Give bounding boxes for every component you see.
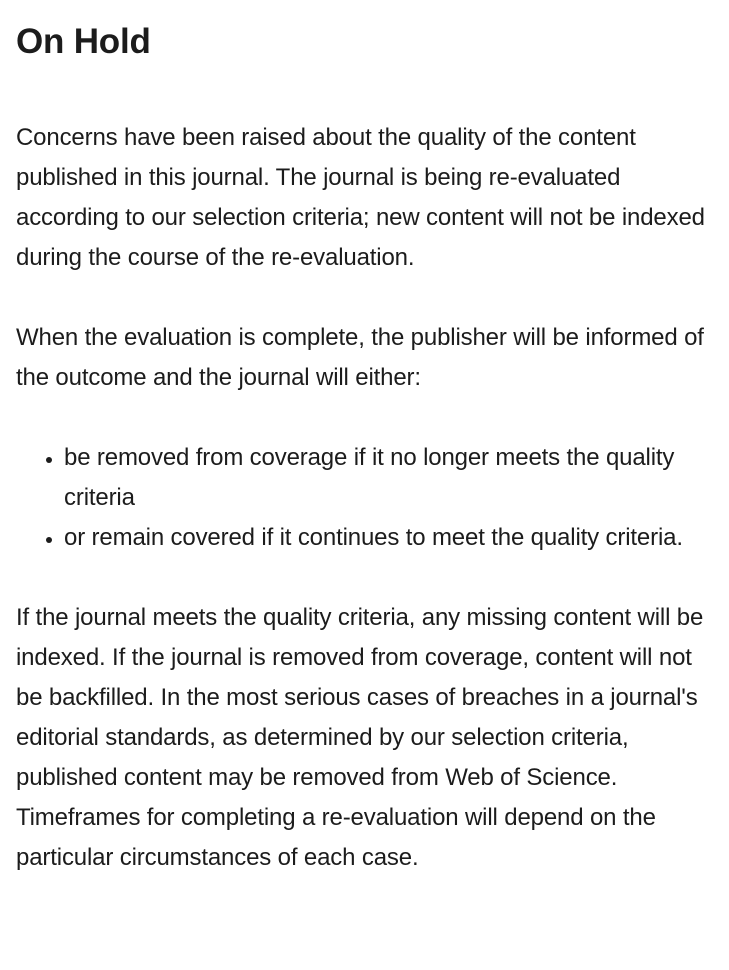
outcome-list: [16, 438, 715, 558]
page-title: On Hold: [16, 22, 151, 61]
outcome-item-remain: • or remain covered if it continues to meet the quality criteria.: [64, 518, 715, 558]
backfill-paragraph: If the journal meets the quality criteria, any missing content will be indexed. If the journal is removed from coverage, content will not be backfilled. In the most serious cases of breaches in a journal's editorial standards, as determined by our selection criteria, published content may be removed from Web of Science. Timeframes for completing a re-evaluation will depend on the particular circumstances of each case.: [16, 604, 704, 871]
evaluation-paragraph: When the evaluation is complete, the publisher will be informed of the outcome and the journal will either:: [16, 324, 704, 391]
concerns-paragraph: Concerns have been raised about the quality of the content published in this journal. The journal is being re-evaluated according to our selection criteria; new content will not be indexed during the course of the re-evaluation.: [16, 124, 705, 271]
outcome-item-removed: • be removed from coverage if it no longer meets the quality criteria: [64, 438, 715, 518]
